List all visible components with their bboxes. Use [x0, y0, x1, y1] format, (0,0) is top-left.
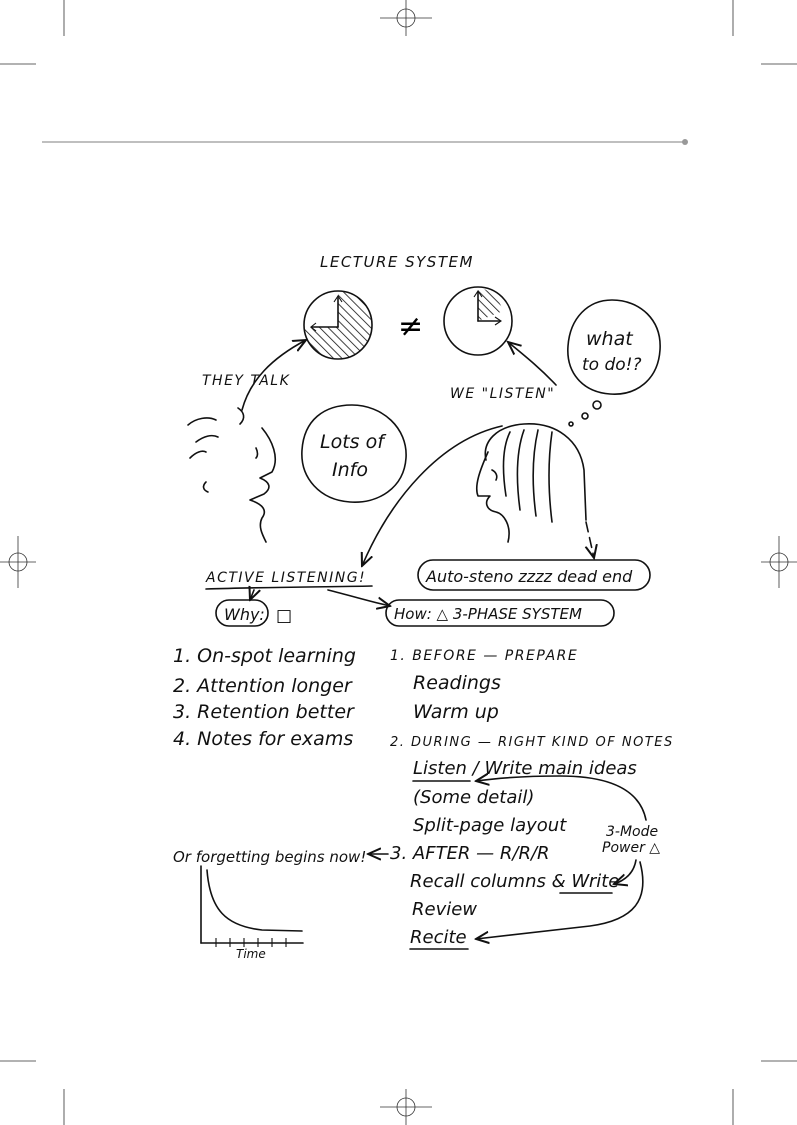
lots-of-info-line2: Info [332, 459, 368, 481]
active-listening-label: ACTIVE LISTENING! [206, 570, 367, 586]
how-box [386, 600, 614, 626]
why-item-1: 1. On-spot learning [173, 645, 356, 667]
registration-mark-bottom [380, 1089, 432, 1125]
speech-bubble-lots-of-info [302, 405, 406, 502]
diagram-title: LECTURE SYSTEM [320, 253, 474, 271]
registration-mark-top [380, 0, 432, 36]
we-listen-label: WE "LISTEN" [450, 386, 556, 402]
phase-after: 3. AFTER — R/R/R [390, 843, 550, 864]
lecturer-face-illustration [188, 408, 275, 542]
listener-head-illustration [477, 424, 586, 542]
header-rule [42, 139, 688, 145]
phase-list [390, 648, 674, 949]
after-item-recall: Recall columns & Write [410, 871, 620, 892]
why-box [216, 600, 292, 626]
forgetting-curve-line [207, 870, 302, 931]
active-listening-underline [206, 586, 372, 589]
they-talk-label: THEY TALK [202, 373, 291, 389]
arrow-to-how [328, 590, 390, 606]
phase-before: 1. BEFORE — PREPARE [390, 648, 579, 664]
arrow-to-why [250, 590, 254, 600]
arrow-we-to-clock [508, 342, 556, 385]
auto-steno-box [418, 560, 650, 590]
why-label: Why: [224, 605, 265, 624]
before-item-readings: Readings [413, 672, 501, 694]
during-item-listen-write: Listen / Write main ideas [413, 758, 637, 779]
before-item-warm-up: Warm up [413, 701, 499, 723]
what-to-do-line2: to do!? [582, 355, 642, 375]
not-equal-symbol: ≠ [398, 309, 424, 344]
registration-mark-left [0, 536, 36, 588]
lots-of-info-line1: Lots of [320, 431, 384, 453]
what-to-do-line1: what [586, 328, 633, 350]
registration-mark-right [761, 536, 797, 588]
during-item-split-page: Split-page layout [413, 815, 567, 836]
after-item-recite: Recite [410, 927, 467, 948]
why-item-3: 3. Retention better [173, 701, 354, 723]
clock-icon-they [304, 291, 372, 359]
forgetting-curve-chart [201, 866, 303, 961]
clock-icon-we [444, 287, 512, 355]
auto-steno-label: Auto-steno zzzz dead end [426, 567, 633, 586]
after-item-review: Review [412, 899, 478, 920]
phase-during: 2. DURING — RIGHT KIND OF NOTES [390, 735, 674, 750]
time-axis-label: Time [236, 947, 266, 961]
why-item-2: 2. Attention longer [173, 675, 352, 697]
three-mode-line1: 3-Mode [606, 824, 659, 840]
how-label: How: △ 3-PHASE SYSTEM [394, 605, 582, 623]
why-item-4: 4. Notes for exams [173, 728, 354, 750]
why-symbol: □ [276, 606, 293, 626]
forgetting-label: Or forgetting begins now! [173, 848, 367, 866]
why-list [173, 645, 356, 750]
thought-bubble-what-to-do [568, 300, 660, 426]
three-mode-line2: Power △ [602, 840, 661, 856]
arrow-head-to-auto-steno [586, 522, 594, 558]
during-item-some-detail: (Some detail) [413, 787, 535, 808]
